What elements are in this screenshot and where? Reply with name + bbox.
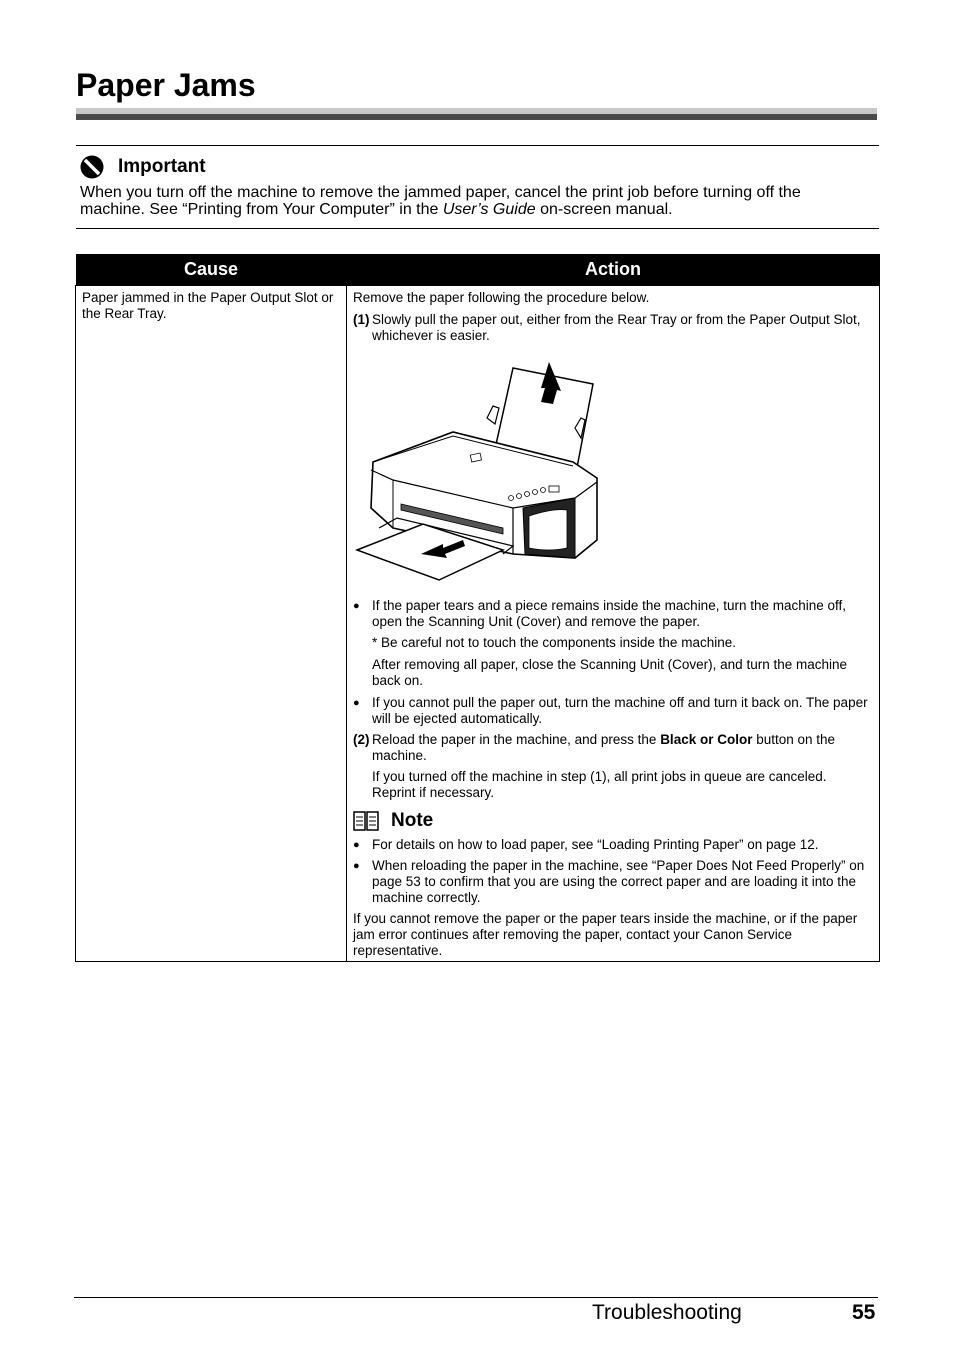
closing-text: If you cannot remove the paper or the paper tears inside the machine, or if the paper jam error continues after removing the paper, contact your Canon Service representative. [353, 911, 858, 958]
note-bullet-reloading-text: When reloading the paper in the machine, see “Paper Does Not Feed Properly” on page 53 to confirm that you are using the correct paper and are loading it into the machine correctly. [372, 858, 865, 905]
step-2-number: (2) [353, 732, 370, 747]
bullet-cannot-pull-text: If you cannot pull the paper out, turn the machine off and turn it back on. The paper will be ejected automatically. [372, 695, 868, 726]
bullet-torn-paper [353, 598, 871, 630]
no-entry-icon [80, 155, 104, 179]
caution-text: * Be careful not to touch the components inside the machine. [372, 635, 736, 650]
step-2 [353, 732, 871, 764]
open-book-icon [353, 811, 379, 831]
step-2-note: If you turned off the machine in step (1), all print jobs in queue are canceled. Reprint if necessary. [372, 769, 827, 800]
important-text [80, 184, 870, 218]
cause-cell: Paper jammed in the Paper Output Slot or the Rear Tray. [76, 286, 347, 962]
action-header: Action [347, 254, 880, 286]
page-title: Paper Jams [76, 67, 256, 103]
bullet-dot: ● [353, 839, 360, 851]
bullet-torn-paper-text: If the paper tears and a piece remains inside the machine, turn the machine off, open the Scanning Unit (Cover) and remove the paper. [372, 598, 847, 629]
footer-page-number: 55 [852, 1301, 876, 1324]
title-rule-dark [76, 114, 877, 120]
important-text-end: on-screen manual. [535, 201, 673, 218]
cause-action-table [75, 254, 880, 962]
printer-paper-jam-illustration [353, 358, 613, 586]
note-bullet-reloading [353, 858, 871, 906]
bullet-dot: ● [353, 600, 360, 612]
bullet-dot: ● [353, 697, 360, 709]
table-row [76, 286, 880, 962]
note-bullet-loading [353, 837, 871, 853]
footer-rule [74, 1297, 878, 1298]
step-2-text-start: Reload the paper in the machine, and press the [372, 732, 661, 747]
important-label: Important [118, 156, 206, 177]
step-2-text [372, 732, 871, 764]
note-label: Note [391, 810, 434, 831]
note-heading [353, 811, 871, 831]
step-1 [353, 312, 871, 344]
black-or-color-button-label: Black or Color [660, 732, 753, 747]
note-bullet-loading-text: For details on how to load paper, see “Loading Printing Paper” on page 12. [372, 837, 819, 852]
action-cell [347, 286, 880, 962]
important-box [76, 145, 879, 229]
step-1-text: Slowly pull the paper out, either from the Rear Tray or from the Paper Output Slot, whichever is easier. [372, 312, 861, 343]
after-removal-text: After removing all paper, close the Scanning Unit (Cover), and turn the machine back on. [372, 657, 847, 688]
cause-header: Cause [76, 254, 347, 286]
step-1-number: (1) [353, 312, 370, 327]
step-2-text-end: button on the machine. [372, 732, 836, 763]
users-guide-title: User’s Guide [442, 201, 536, 218]
table-header-row [76, 254, 880, 286]
bullet-cannot-pull [353, 695, 871, 727]
footer-section-title: Troubleshooting [592, 1301, 742, 1324]
action-intro: Remove the paper following the procedure below. [353, 290, 650, 305]
important-text-start: When you turn off the machine to remove the jammed paper, cancel the print job before turning off the machine. See “Printing from Your Computer” in the [80, 184, 801, 218]
bullet-dot: ● [353, 860, 360, 872]
